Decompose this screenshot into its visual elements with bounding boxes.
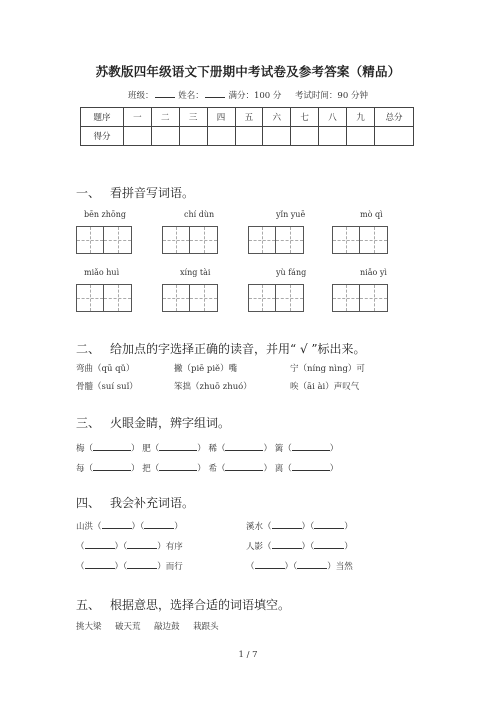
answer-blank[interactable]	[93, 442, 131, 451]
idiom-text: （	[76, 562, 85, 572]
answer-blank[interactable]	[159, 462, 197, 471]
answer-blank[interactable]	[225, 462, 263, 471]
char-prefix: 离（	[274, 464, 292, 474]
char-prefix: 肥（	[142, 444, 160, 454]
char-prefix: 希（	[208, 464, 226, 474]
tianzi-grid[interactable]	[162, 284, 218, 312]
score-cell[interactable]	[347, 127, 375, 146]
idiom-text: （	[246, 562, 255, 572]
char-suffix: ）	[329, 444, 339, 454]
word-choice: 破天荒	[115, 622, 141, 632]
reading-item[interactable]: 宁（níng nìng）可	[290, 364, 365, 374]
idiom-item	[76, 520, 183, 532]
section-number: 四、	[76, 496, 101, 510]
answer-blank[interactable]	[225, 442, 263, 451]
char-prefix: 每（	[76, 464, 94, 474]
pinyin: yù fáng	[276, 268, 307, 277]
score-header-cell: 九	[347, 108, 375, 127]
idiom-text: ）（	[114, 562, 128, 572]
reading-item[interactable]: 唉（āi ài）声叹气	[290, 382, 360, 392]
score-cell[interactable]	[207, 127, 235, 146]
char-suffix: ）	[131, 444, 140, 454]
char-suffix: ）	[131, 464, 140, 474]
score-cell[interactable]	[151, 127, 179, 146]
pinyin: bēn zhōng	[84, 210, 127, 219]
reading-item[interactable]: 骨髓（suí suǐ）	[76, 382, 138, 392]
tianzi-grid[interactable]	[162, 226, 218, 254]
score-cell[interactable]	[375, 127, 414, 146]
score-header-cell: 总分	[375, 108, 414, 127]
score-cell[interactable]	[263, 127, 291, 146]
score-value-row	[81, 127, 414, 146]
char-prefix: 把（	[142, 464, 160, 474]
char-prefix: 稀（	[208, 444, 226, 454]
pinyin: mò qì	[360, 210, 383, 219]
idiom-text: ）（	[131, 522, 145, 532]
answer-blank[interactable]	[127, 540, 157, 549]
idiom-text: ）有序	[157, 542, 183, 552]
section-2-heading	[76, 340, 366, 357]
answer-blank[interactable]	[144, 520, 174, 529]
idiom-item	[246, 560, 353, 572]
word-choice: 敲边鼓	[154, 622, 180, 632]
char-prefix: 梅（	[76, 444, 94, 454]
score-row-label: 得分	[81, 127, 124, 146]
score-header-cell: 七	[291, 108, 319, 127]
idiom-item	[246, 540, 353, 552]
char-suffix: ）	[263, 464, 272, 474]
idiom-item	[76, 540, 183, 552]
score-table	[80, 107, 414, 146]
tianzi-grid[interactable]	[332, 226, 388, 254]
answer-blank[interactable]	[102, 520, 132, 529]
score-header-cell: 三	[179, 108, 207, 127]
pinyin: miǎo huì	[84, 268, 120, 277]
section-1-heading	[76, 184, 194, 201]
reading-item[interactable]: 笨拙（zhuō zhuó）	[174, 382, 252, 392]
score-header-cell: 六	[263, 108, 291, 127]
tianzi-grid[interactable]	[332, 284, 388, 312]
score-header-cell: 二	[151, 108, 179, 127]
idiom-text: ）	[174, 522, 183, 532]
score-cell[interactable]	[235, 127, 263, 146]
word-choice: 栽跟头	[193, 622, 219, 632]
answer-blank[interactable]	[314, 540, 344, 549]
char-suffix: ）	[263, 444, 272, 454]
answer-blank[interactable]	[292, 462, 330, 471]
section-title: 我会补充词语。	[110, 496, 195, 510]
section-number: 二、	[76, 342, 101, 356]
pinyin: xíng tài	[180, 268, 211, 277]
score-cell[interactable]	[124, 127, 152, 146]
score-cell[interactable]	[319, 127, 347, 146]
word-group-row	[76, 442, 338, 454]
answer-blank[interactable]	[297, 560, 327, 569]
section-number: 三、	[76, 416, 101, 430]
section-4-heading	[76, 494, 194, 511]
idiom-text: 溪水（	[246, 522, 272, 532]
exam-time: 考试时间：90 分钟	[294, 91, 368, 101]
exam-info	[0, 89, 496, 101]
section-3-heading	[76, 414, 230, 431]
exam-title: 苏教版四年级语文下册期中考试卷及参考答案（精品）	[95, 64, 401, 79]
idiom-text: 人影（	[246, 542, 272, 552]
idiom-text: ）（	[114, 542, 128, 552]
tianzi-grid[interactable]	[248, 226, 304, 254]
score-header-cell: 四	[207, 108, 235, 127]
word-choices	[76, 620, 219, 632]
idiom-text: ）	[344, 542, 353, 552]
score-header-cell: 五	[235, 108, 263, 127]
word-group-row	[76, 462, 338, 474]
char-suffix: ）	[329, 464, 339, 474]
idiom-text: ）当然	[327, 562, 353, 572]
tianzi-grid[interactable]	[76, 284, 132, 312]
score-header-row	[81, 108, 414, 127]
idiom-text: ）（	[301, 542, 315, 552]
answer-blank[interactable]	[314, 520, 344, 529]
class-label: 班级：	[128, 91, 154, 101]
full-score: 满分：100 分	[228, 91, 282, 101]
idiom-text: 山洪（	[76, 522, 102, 532]
reading-item[interactable]: 撇（piē piě）嘴	[174, 364, 238, 374]
idiom-item	[76, 560, 183, 572]
score-cell[interactable]	[291, 127, 319, 146]
name-label: 姓名：	[178, 91, 204, 101]
answer-blank[interactable]	[272, 520, 302, 529]
section-number: 一、	[76, 186, 101, 200]
char-suffix: ）	[197, 464, 206, 474]
page-number: 1 / 7	[238, 650, 258, 660]
pinyin: niǎo yì	[360, 268, 387, 277]
section-title: 根据意思，选择合适的词语填空。	[110, 598, 291, 612]
idiom-text: （	[76, 542, 85, 552]
answer-blank[interactable]	[85, 560, 115, 569]
pinyin: yǐn yuē	[276, 210, 306, 219]
idiom-text: ）（	[284, 562, 298, 572]
score-header-cell: 题序	[81, 108, 124, 127]
char-prefix: 篱（	[274, 444, 292, 454]
pinyin: chí dùn	[184, 210, 215, 219]
answer-blank[interactable]	[255, 560, 285, 569]
name-blank[interactable]	[205, 89, 225, 98]
tianzi-grid[interactable]	[76, 226, 132, 254]
section-title: 看拼音写词语。	[110, 186, 195, 200]
score-header-cell: 一	[124, 108, 152, 127]
word-choice: 挑大梁	[76, 622, 102, 632]
class-blank[interactable]	[155, 89, 175, 98]
char-suffix: ）	[197, 444, 206, 454]
reading-item[interactable]: 弯曲（qū qǔ）	[76, 364, 135, 374]
idiom-text: ）而行	[157, 562, 183, 572]
answer-blank[interactable]	[85, 540, 115, 549]
tianzi-grid[interactable]	[248, 284, 304, 312]
section-5-heading	[76, 596, 290, 613]
answer-blank[interactable]	[127, 560, 157, 569]
answer-blank[interactable]	[159, 442, 197, 451]
idiom-item	[246, 520, 353, 532]
answer-blank[interactable]	[272, 540, 302, 549]
answer-blank[interactable]	[292, 442, 330, 451]
section-title: 给加点的字选择正确的读音，并用“ √ ”标出来。	[110, 342, 366, 356]
answer-blank[interactable]	[93, 462, 131, 471]
section-number: 五、	[76, 598, 101, 612]
score-cell[interactable]	[179, 127, 207, 146]
section-title: 火眼金睛，辨字组词。	[110, 416, 231, 430]
score-header-cell: 八	[319, 108, 347, 127]
idiom-text: ）（	[301, 522, 315, 532]
idiom-text: ）	[344, 522, 353, 532]
